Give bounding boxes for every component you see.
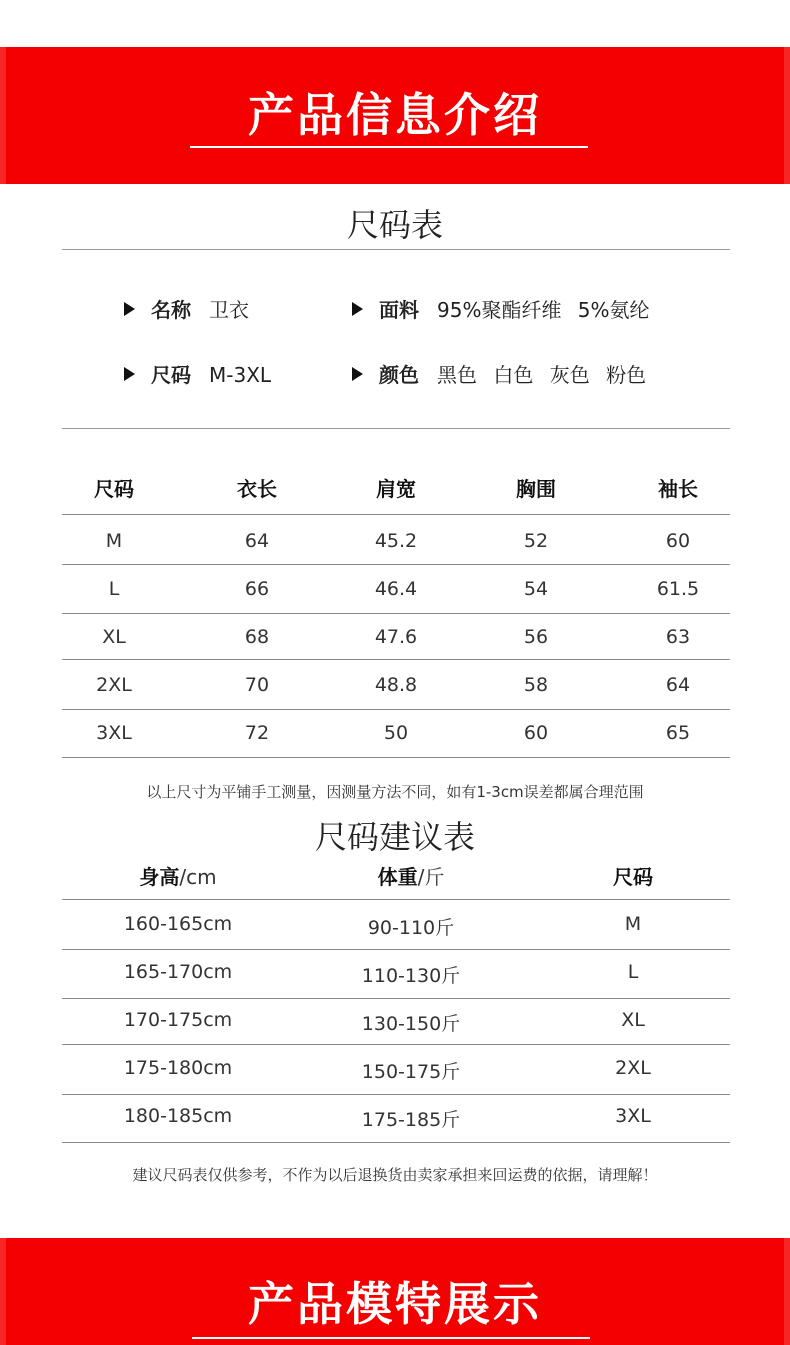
table-row-divider (62, 899, 730, 900)
size-table-cell: M (105, 530, 123, 552)
size-table-header: 肩宽 (376, 477, 416, 501)
bottom-banner (0, 1238, 790, 1345)
size-table-cell: 3XL (96, 722, 132, 744)
table-row-divider (62, 659, 730, 660)
recommend-table-cell: 2XL (615, 1057, 651, 1079)
table-row-divider (62, 1044, 730, 1045)
size-table-cell: 70 (244, 674, 270, 696)
triangle-bullet-icon (124, 367, 135, 381)
size-table-cell: 63 (665, 626, 691, 648)
size-table-header: 尺码 (94, 477, 134, 501)
size-table-cell: 56 (523, 626, 549, 648)
recommend-chart-heading: 尺码建议表 (314, 818, 475, 856)
size-table-cell: 66 (244, 578, 270, 600)
header-label: 尺码 (613, 865, 653, 889)
recommend-table-cell: L (627, 961, 639, 983)
header-label: 体重 (377, 865, 418, 889)
table-row-divider (62, 514, 730, 515)
banner-underline (192, 1337, 590, 1339)
size-table-cell: L (108, 578, 120, 600)
recommend-table-cell: 150-175斤 (361, 1061, 461, 1083)
size-table-cell: XL (102, 626, 126, 648)
recommend-table-cell: 90-110斤 (367, 917, 455, 939)
size-table-cell: 48.8 (374, 674, 418, 696)
header-unit: /斤 (417, 865, 445, 889)
size-table-cell: 68 (244, 626, 270, 648)
info-color (352, 359, 646, 388)
info-color-value: 黑色 白色 灰色 粉色 (437, 363, 647, 387)
info-fabric (352, 294, 650, 323)
recommend-table-cell: 175-180cm (123, 1057, 233, 1079)
size-table-cell: 65 (665, 722, 691, 744)
info-name (124, 294, 249, 323)
size-table-cell: 60 (523, 722, 549, 744)
info-size-label: 尺码 (151, 363, 191, 387)
table-row-divider (62, 613, 730, 614)
size-table-cell: 2XL (96, 674, 132, 696)
info-divider (62, 428, 730, 429)
size-table-header: 袖长 (658, 477, 698, 501)
info-fabric-label: 面料 (379, 298, 419, 322)
recommend-table-cell: XL (621, 1009, 645, 1031)
recommend-table-cell: 175-185斤 (361, 1109, 461, 1131)
recommend-table-cell: M (624, 913, 642, 935)
size-table-header: 胸围 (516, 477, 556, 501)
table-row-divider (62, 1142, 730, 1143)
banner-title: 产品信息介绍 (248, 88, 542, 142)
recommend-chart-note: 建议尺码表仅供参考，不作为以后退换货由卖家承担来回运费的依据，请理解！ (132, 1166, 658, 1184)
size-table-cell: 47.6 (374, 626, 418, 648)
size-table-cell: 64 (665, 674, 691, 696)
top-banner (0, 47, 790, 184)
recommend-table-cell: 170-175cm (123, 1009, 233, 1031)
info-name-label: 名称 (151, 298, 191, 322)
size-table-cell: 50 (383, 722, 409, 744)
table-row-divider (62, 564, 730, 565)
recommend-table-cell: 110-130斤 (361, 965, 461, 987)
triangle-bullet-icon (124, 302, 135, 316)
info-name-value: 卫衣 (209, 298, 249, 322)
recommend-table-cell: 180-185cm (123, 1105, 233, 1127)
banner-title: 产品模特展示 (248, 1277, 542, 1331)
size-table-cell: 58 (523, 674, 549, 696)
info-color-label: 颜色 (379, 363, 419, 387)
info-size-value: M-3XL (209, 363, 272, 387)
header-unit: /cm (179, 865, 217, 889)
size-table-cell: 46.4 (374, 578, 418, 600)
table-row-divider (62, 709, 730, 710)
banner-underline (190, 146, 588, 148)
size-table-cell: 60 (665, 530, 691, 552)
size-chart-heading: 尺码表 (346, 206, 443, 244)
info-size (124, 359, 271, 388)
table-row-divider (62, 998, 730, 999)
info-fabric-value: 95%聚酯纤维 5%氨纶 (437, 298, 650, 322)
table-row-divider (62, 949, 730, 950)
table-row-divider (62, 1094, 730, 1095)
heading-divider (62, 249, 730, 250)
size-table-cell: 61.5 (656, 578, 700, 600)
triangle-bullet-icon (352, 302, 363, 316)
size-table-cell: 64 (244, 530, 270, 552)
triangle-bullet-icon (352, 367, 363, 381)
size-table-cell: 54 (523, 578, 549, 600)
size-table-header: 衣长 (237, 477, 277, 501)
size-chart-note: 以上尺寸为平铺手工测量，因测量方法不同，如有1-3cm误差都属合理范围 (146, 783, 644, 801)
table-row-divider (62, 757, 730, 758)
size-table-cell: 45.2 (374, 530, 418, 552)
recommend-table-header (331, 861, 491, 890)
header-label: 身高 (139, 865, 180, 889)
recommend-table-cell: 130-150斤 (361, 1013, 461, 1035)
size-table-cell: 52 (523, 530, 549, 552)
recommend-table-cell: 160-165cm (123, 913, 233, 935)
size-table-cell: 72 (244, 722, 270, 744)
recommend-table-header (553, 861, 713, 890)
recommend-table-cell: 3XL (615, 1105, 651, 1127)
recommend-table-header (98, 861, 258, 890)
recommend-table-cell: 165-170cm (123, 961, 233, 983)
